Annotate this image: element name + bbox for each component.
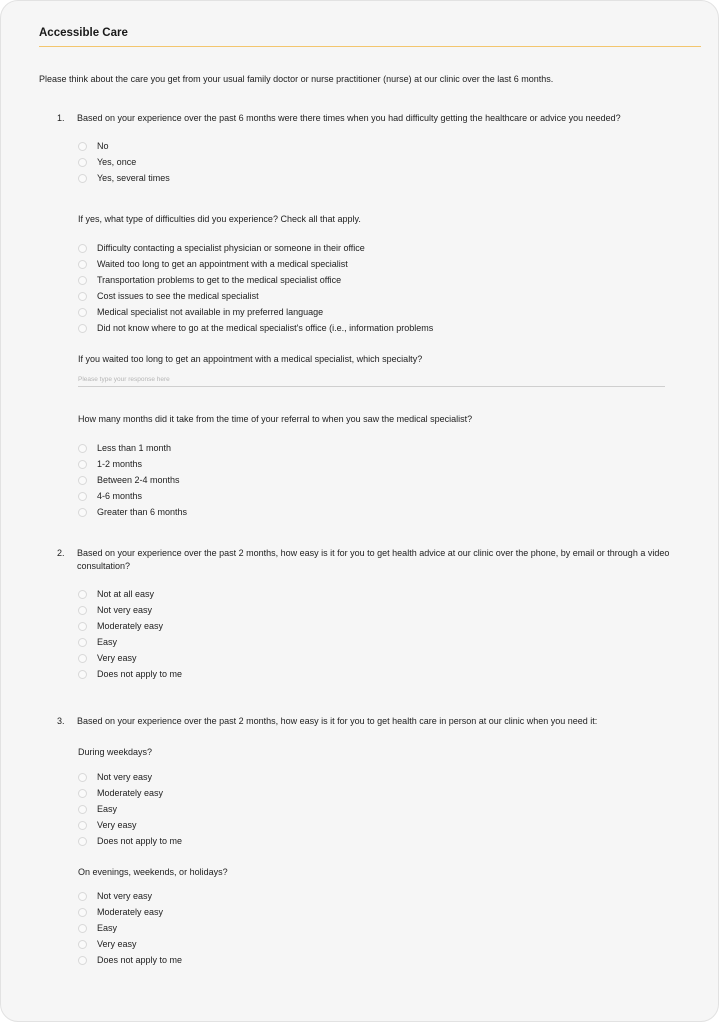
difficulties-prompt: If yes, what type of difficulties did you experience? Check all that apply. [78,214,361,224]
radio-icon[interactable] [78,670,87,679]
option-label: Not very easy [97,605,153,615]
option-label: Easy [97,804,118,814]
option-label: Very easy [97,939,137,949]
checkbox-icon[interactable] [78,308,87,317]
option-label: No [97,141,109,151]
radio-icon[interactable] [78,821,87,830]
radio-icon[interactable] [78,773,87,782]
checkbox-icon[interactable] [78,276,87,285]
radio-icon[interactable] [78,924,87,933]
option-label: 4-6 months [97,491,143,501]
radio-icon[interactable] [78,805,87,814]
checkbox-icon[interactable] [78,260,87,269]
specialty-input[interactable] [78,372,665,387]
option-label: Waited too long to get an appointment with a medical specialist [97,259,348,269]
months-prompt: How many months did it take from the time of your referral to when you saw the medical specialist? [78,414,473,424]
radio-icon[interactable] [78,492,87,501]
radio-icon[interactable] [78,476,87,485]
option-label: Yes, once [97,157,137,167]
radio-icon[interactable] [78,940,87,949]
weekdays-prompt: During weekdays? [78,747,153,757]
radio-icon[interactable] [78,460,87,469]
option-label: Moderately easy [97,907,164,917]
option-label: Less than 1 month [97,443,172,453]
checkbox-icon[interactable] [78,324,87,333]
radio-icon[interactable] [78,789,87,798]
option-label: Medical specialist not available in my preferred language [97,307,324,317]
question-text: Based on your experience over the past 6 months were there times when you had difficulty getting the healthcare or advice you needed? [77,113,621,123]
radio-icon[interactable] [78,908,87,917]
question-text: Based on your experience over the past 2 months, how easy is it for you to get health care in person at our clinic when you need it: [77,716,598,726]
radio-icon[interactable] [78,158,87,167]
question-number: 1. [57,113,65,123]
section-title: Accessible Care [39,27,128,39]
option-label: Greater than 6 months [97,507,188,517]
option-label: Does not apply to me [97,669,183,679]
evenings-prompt: On evenings, weekends, or holidays? [78,867,228,877]
option-label: Transportation problems to get to the medical specialist office [97,275,342,285]
radio-icon[interactable] [78,638,87,647]
option-label: Not at all easy [97,589,155,599]
option-label: Did not know where to go at the medical specialist's office (i.e., information problems [97,323,434,333]
option-label: Does not apply to me [97,836,183,846]
radio-icon[interactable] [78,174,87,183]
option-label: Easy [97,923,118,933]
radio-icon[interactable] [78,837,87,846]
checkbox-icon[interactable] [78,292,87,301]
specialty-prompt: If you waited too long to get an appointment with a medical specialist, which specialty? [78,354,423,364]
option-label: Very easy [97,653,137,663]
option-label: 1-2 months [97,459,143,469]
radio-icon[interactable] [78,142,87,151]
radio-icon[interactable] [78,590,87,599]
option-label: Cost issues to see the medical specialist [97,291,259,301]
option-label: Moderately easy [97,621,164,631]
option-label: Moderately easy [97,788,164,798]
question-text: Based on your experience over the past 2 months, how easy is it for you to get health advice at our clinic over the phone, by email or through a video consultation? [77,548,670,571]
radio-icon[interactable] [78,654,87,663]
radio-icon[interactable] [78,508,87,517]
option-label: Not very easy [97,891,153,901]
intro-text: Please think about the care you get from your usual family doctor or nurse practitioner (nurse) at our clinic over the last 6 months. [39,74,554,84]
radio-icon[interactable] [78,956,87,965]
radio-icon[interactable] [78,892,87,901]
option-label: Between 2-4 months [97,475,180,485]
question-number: 2. [57,548,65,558]
title-divider [39,46,701,47]
question-number: 3. [57,716,65,726]
radio-icon[interactable] [78,444,87,453]
option-label: Yes, several times [97,173,170,183]
option-label: Very easy [97,820,137,830]
checkbox-icon[interactable] [78,244,87,253]
option-label: Difficulty contacting a specialist physician or someone in their office [97,243,365,253]
option-label: Easy [97,637,118,647]
radio-icon[interactable] [78,622,87,631]
radio-icon[interactable] [78,606,87,615]
option-label: Not very easy [97,772,153,782]
option-label: Does not apply to me [97,955,183,965]
